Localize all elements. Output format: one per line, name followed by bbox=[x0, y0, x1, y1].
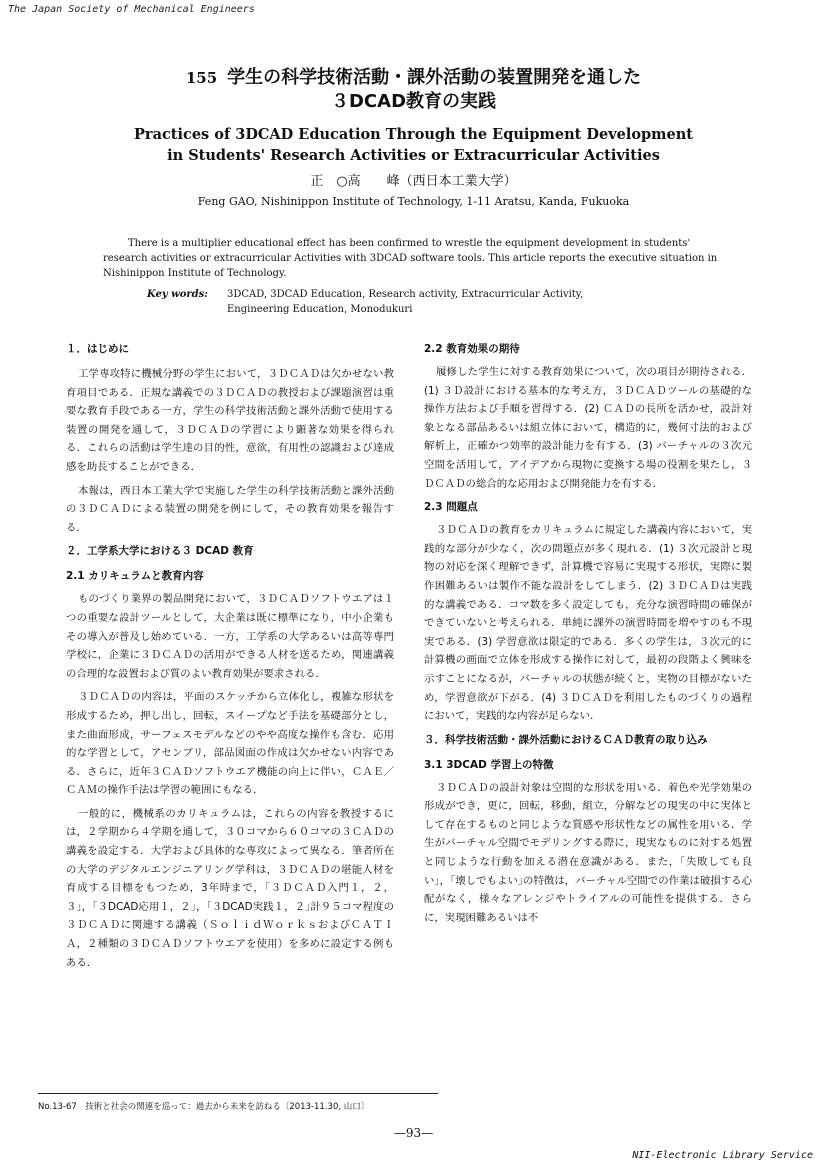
author-japanese: 正 ○高 峰（西日本工業大学） bbox=[310, 174, 517, 189]
footer-note: No.13-67 技術と社会の関連を巡って：過去から未来を訪ねる〔2013-11.30, 山口〕 bbox=[38, 1102, 370, 1112]
abstract: There is a multiplier educational effect has been confirmed to wrestle the equipment development in students' research activities or extracurricular Activities with 3DCAD software tools. This article reports the executive situation in Nishinippon Institute of Technology. bbox=[103, 238, 718, 279]
paper-number: 155 bbox=[185, 69, 218, 87]
japanese-title-line-1: 学生の科学技術活動・課外活動の装置開発を通した bbox=[227, 67, 642, 88]
title-block bbox=[0, 66, 827, 210]
keywords-label: Key words: bbox=[147, 289, 208, 300]
paragraph: 履修した学生に対する教育効果について，次の項目が期待される．(1) ３Ｄ設計における基本的な考え方，３ＤＣＡＤツールの基礎的な操作方法および手順を習得する．(2) ＣＡＤの長所を活かせ，設計対象となる部品あるいは組立体において，構造的に，幾何寸法的および解析上，正確かつ効率的設計能力を有する．(3) バーチャルの３次元空間を活用して，アイデアから現物に変換する場の役割を果たし，３ＤＣＡＤの総合的な応用および開発能力を有する． bbox=[424, 366, 752, 490]
paragraph: 工学専攻特に機械分野の学生において，３ＤＣＡＤは欠かせない教育項目である．正規な講義での３ＤＣＡＤの教授および課題演習は重要な教育手段である一方，学生の科学技術活動と課外活動で使用する装置の開発を通して，３ＤＣＡＤの学習により顕著な効果を得られる．これらの活動は学生達の目的性，意欲，有用性の認識および達成感を助長することができる． bbox=[66, 368, 394, 473]
left-column bbox=[66, 340, 394, 977]
subsection-heading: 3.1 3DCAD 学習上の特徴 bbox=[424, 758, 554, 771]
section-heading: １．はじめに bbox=[66, 343, 129, 355]
society-header: The Japan Society of Mechanical Engineers bbox=[8, 4, 255, 15]
subsection-heading: 2.3 問題点 bbox=[424, 501, 478, 514]
english-title-line-2: in Students' Research Activities or Extracurricular Activities bbox=[167, 147, 660, 164]
section-heading: ２．工学系大学における３ DCAD 教育 bbox=[66, 545, 254, 558]
paragraph: 本報は，西日本工業大学で実施した学生の科学技術活動と課外活動の３ＤＣＡＤによる装置の開発を例にして，その教育効果を報告する． bbox=[66, 484, 394, 534]
paragraph: 一般的に，機械系のカリキュラムは，これらの内容を教授するには，２学期から４学期を通して，３０コマから６０コマの３ＣＡＤの講義を設定する．大学および具体的な専攻によって異なる．筆者所在の大学のデジタルエンジニアリング学科は，３ＤＣＡＤの堪能人材を育成する目標をもつため，3年時まで，｢３ＤＣＡＤ入門１，２，３｣，｢３DCAD応用１，２｣，｢３DCAD実践１，２｣計９５コマ程度の３ＤＣＡＤに関連する講義（ＳｏｌｉｄＷｏｒｋｓおよびＣＡＴＩＡ，２種類の３ＤＣＡＤソフトウエアを使用）を多めに設定する例もある． bbox=[66, 807, 394, 969]
paragraph: ものづくり業界の製品開発において，３ＤＣＡＤソフトウエアは１つの重要な設計ツールとして，大企業は既に標準になり，中小企業もその導入が普及し始めている．一方，工学系の大学あるいは高等専門学校に，企業に３ＤＣＡＤの活用ができる人材を送るため，関連講義の合理的な設置および質のよい教育効果が要求される． bbox=[66, 593, 394, 680]
english-title bbox=[0, 124, 827, 166]
japanese-title-line-2: ３DCAD教育の実践 bbox=[330, 91, 497, 112]
english-title-line-1: Practices of 3DCAD Education Through the Equipment Development bbox=[134, 126, 693, 143]
keywords bbox=[147, 287, 647, 317]
subsection-heading: 2.1 カリキュラムと教育内容 bbox=[66, 570, 204, 583]
right-column bbox=[424, 340, 752, 932]
footer-divider bbox=[38, 1093, 438, 1094]
author-affiliation: Feng GAO, Nishinippon Institute of Technology, 1-11 Aratsu, Kanda, Fukuoka bbox=[197, 195, 630, 208]
section-heading: ３．科学技術活動・課外活動におけるＣＡＤ教育の取り込み bbox=[424, 733, 708, 746]
page-number: —93— bbox=[393, 1126, 434, 1140]
keywords-text: 3DCAD, 3DCAD Education, Research activity, Extracurricular Activity, Engineering Education, Monodukuri bbox=[227, 289, 584, 315]
nii-footer: NII-Electronic Library Service bbox=[632, 1150, 813, 1161]
japanese-title bbox=[0, 66, 827, 114]
paragraph: ３ＤＣＡＤの内容は，平面のスケッチから立体化し，複雑な形状を形成するため，押し出し，回転，スイープなど手法を基礎部分とし，また曲面形成，サーフェスモデルなどのやや高度な操作も含む．応用的な学習として，アセンブリ，部品図面の作成は欠かせない内容である．さらに，近年３ＣＡＤソフトウエア機能の向上に伴い，ＣＡＥ／ＣＡＭの操作手法は学習の範囲にもなる． bbox=[66, 691, 394, 797]
paragraph: ３ＤＣＡＤの設計対象は空間的な形状を用いる．着色や光学効果の形成ができ，更に，回転，移動，組立，分解などの現実の中に実体として存在するものと同じような質感や形状性などの属性を用いる．学生がバーチャル空間でモデリングする際に，現実なものに対する処置と同じような行動を加える潜在意識がある．また，｢失敗しても良い｣，｢壊しでもよい｣の特徴は，バーチャル空間での作業は破損する心配がなく，様々なアレンジやトライアルの可能性を提供する．さらに，実現困難あるいは不 bbox=[424, 781, 752, 924]
paragraph: ３ＤＣＡＤの教育をカリキュラムに規定した講義内容において，実践的な部分が少なく，次の問題点が多く現れる．(1) ３次元設計と現物の対応を深く理解できず，計算機で容易に実現する形状，実際に製作困難あるいは製作不能な設計をしてしまう．(2) ３ＤＣＡＤは実践的な講義である．コマ数を多く設定しても，充分な演習時間の確保ができていないと考えられる．単純に課外の演習時間を増やすのも不現実である．(3) 学習意欲は限定的である．多くの学生は，３次元的に計算機の画面で立体を形成する操作に対して，最初の段階よく興味を示すことになるが，バーチャルの状態が続くと，実物の目標がないため，学習意欲が下がる．(4) ３ＤＣＡＤを利用したものづくりの過程において，実践的な内容が足らない． bbox=[424, 524, 752, 723]
subsection-heading: 2.2 教育効果の期待 bbox=[424, 343, 520, 355]
